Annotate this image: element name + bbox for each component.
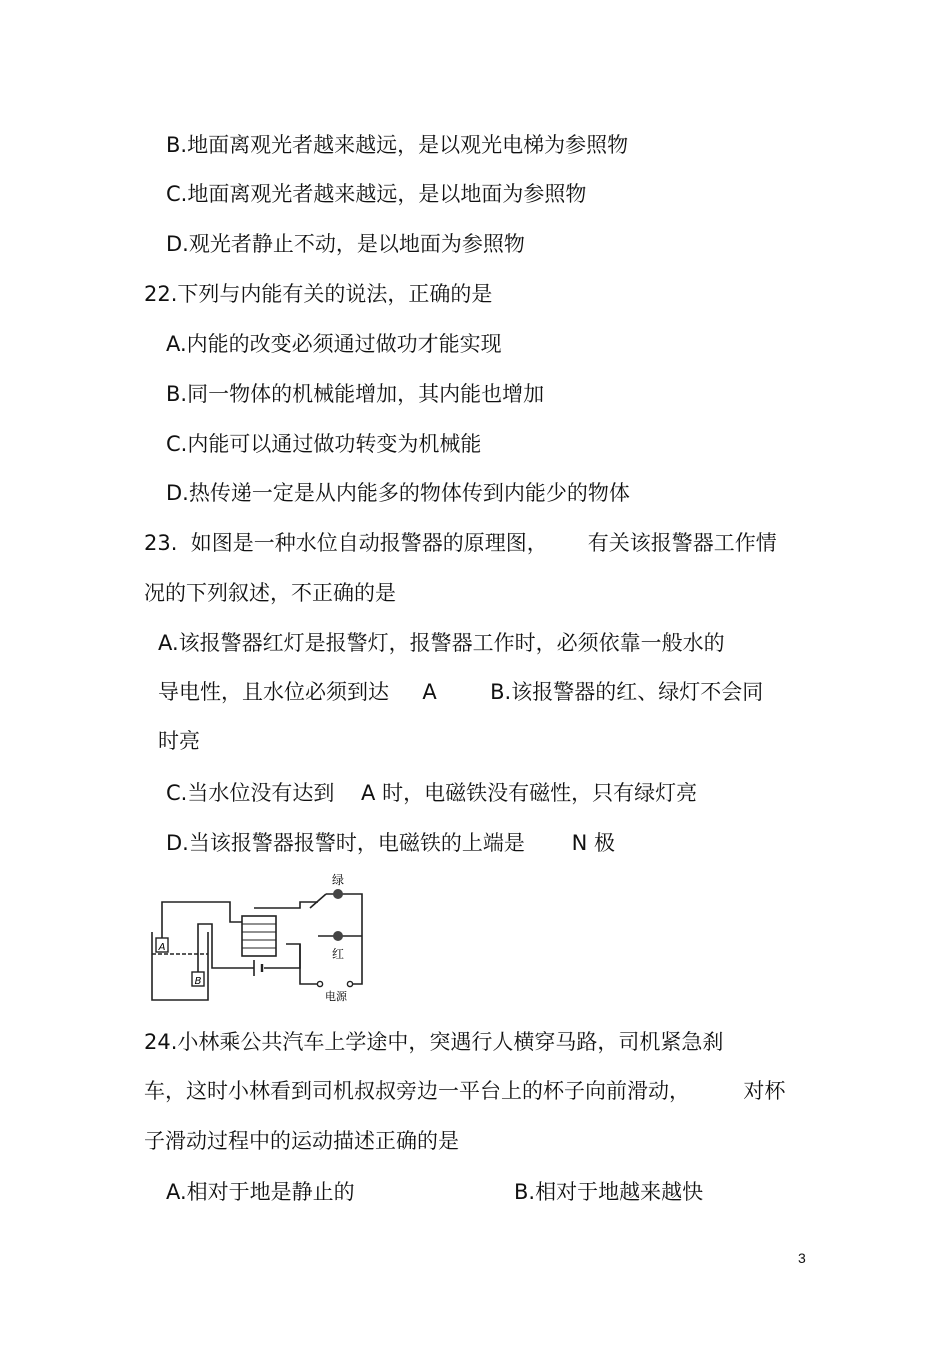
q24-stem-line3: 子滑动过程中的运动描述正确的是 — [144, 1129, 459, 1153]
relay-switch — [310, 894, 326, 908]
q22-option-c: C.内能可以通过做功转变为机械能 — [166, 432, 482, 456]
q23-option-c: C.当水位没有达到 A 时，电磁铁没有磁性，只有绿灯亮 — [166, 781, 698, 805]
electrode-a-label: A — [158, 942, 166, 953]
q23-option-a-line3: 时亮 — [158, 729, 200, 753]
electromagnet-coil — [242, 916, 276, 956]
q22-option-d: D.热传递一定是从内能多的物体传到内能少的物体 — [166, 481, 630, 505]
q21-option-d: D.观光者静止不动，是以地面为参照物 — [166, 232, 525, 256]
q24-option-a: A.相对于地是静止的 — [166, 1180, 355, 1204]
green-lamp-icon — [333, 889, 343, 899]
power-terminal-right — [347, 981, 352, 986]
q22-option-a: A.内能的改变必须通过做功才能实现 — [166, 332, 502, 356]
q23-option-a-line1: A.该报警器红灯是报警灯，报警器工作时，必须依靠一般水的 — [158, 631, 725, 655]
q23-option-a-line2: 导电性，且水位必须到达 A B.该报警器的红、绿灯不会同 — [158, 680, 764, 704]
red-lamp-label: 红 — [331, 947, 345, 961]
armature — [254, 902, 318, 908]
q21-option-b: B.地面离观光者越来越远，是以观光电梯为参照物 — [166, 133, 629, 157]
q23-option-d: D.当该报警器报警时，电磁铁的上端是 N 极 — [166, 831, 615, 855]
q24-option-b: B.相对于地越来越快 — [514, 1180, 704, 1204]
power-source-label: 电源 — [325, 990, 347, 1003]
green-lamp-label: 绿 — [331, 873, 345, 887]
red-lamp-icon — [333, 931, 343, 941]
q24-stem-line2: 车，这时小林看到司机叔叔旁边一平台上的杯子向前滑动， 对杯 — [144, 1079, 786, 1103]
electrode-b-label: B — [194, 976, 202, 987]
q22-option-b: B.同一物体的机械能增加，其内能也增加 — [166, 382, 545, 406]
page-number: 3 — [798, 1250, 806, 1266]
wire-right-rail — [352, 902, 362, 984]
q21-option-c: C.地面离观光者越来越远，是以地面为参照物 — [166, 182, 587, 206]
power-terminal-left — [317, 981, 322, 986]
wire-green-lamp — [326, 894, 362, 902]
q24-stem-line1: 24.小林乘公共汽车上学途中，突遇行人横穿马路，司机紧急刹 — [144, 1030, 724, 1054]
water-level-alarm-circuit-figure — [150, 872, 390, 1004]
wire-electrode-a — [162, 902, 242, 938]
q23-stem-line1: 23. 如图是一种水位自动报警器的原理图， 有关该报警器工作情 — [144, 531, 777, 555]
wire-left-rail — [300, 944, 318, 984]
q23-stem-line2: 况的下列叙述，不正确的是 — [144, 581, 396, 605]
q22-stem: 22.下列与内能有关的说法，正确的是 — [144, 282, 493, 306]
